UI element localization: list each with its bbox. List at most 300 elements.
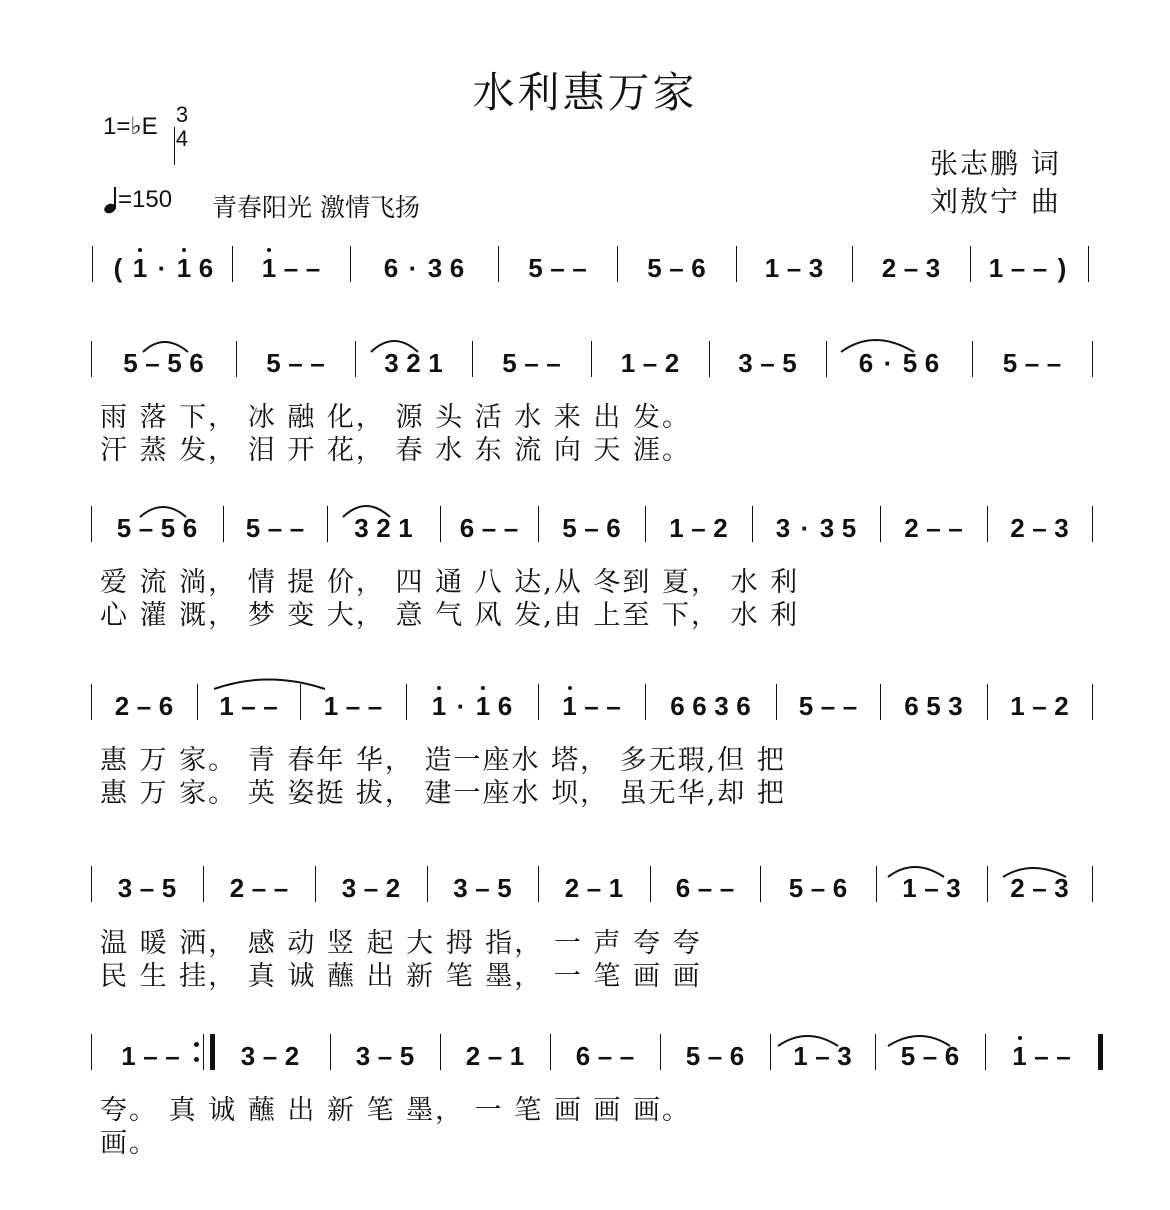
note: 5 xyxy=(900,1041,916,1071)
extension-dash: – xyxy=(903,253,919,283)
measure xyxy=(428,690,516,740)
barline xyxy=(91,684,92,720)
note: 1 xyxy=(472,690,494,740)
measure xyxy=(1009,1040,1075,1090)
note: 1 xyxy=(902,873,917,903)
note: 6 xyxy=(691,253,706,283)
note: 3 xyxy=(819,513,835,543)
measure xyxy=(761,252,827,302)
note: 5 xyxy=(245,513,261,543)
note: 2 xyxy=(465,1041,481,1071)
repeat-dots xyxy=(194,1042,199,1062)
lyric-line: 心 灌 溉， 梦 变 大， 意 气 风 发,由 上至 下， 水 利 xyxy=(100,600,800,631)
composer-credit: 刘敖宁 曲 xyxy=(930,185,1061,218)
dot: · xyxy=(157,253,167,283)
extension-dash: – xyxy=(606,691,621,721)
barline xyxy=(987,684,988,720)
measure xyxy=(237,1040,303,1090)
extension-dash: – xyxy=(1032,691,1047,721)
extension-dash: – xyxy=(619,1041,635,1071)
measure xyxy=(644,252,710,302)
barline xyxy=(498,246,499,282)
barline xyxy=(300,684,301,720)
barline xyxy=(538,866,539,902)
note: 3 xyxy=(775,513,791,543)
extension-dash: – xyxy=(503,513,519,543)
extension-dash: – xyxy=(241,691,256,721)
measure xyxy=(462,1040,528,1090)
note: 6 xyxy=(606,513,621,543)
extension-dash: – xyxy=(815,1041,830,1071)
extension-dash: – xyxy=(262,1041,278,1071)
measure xyxy=(525,252,591,302)
note: 5 xyxy=(116,513,132,543)
barline xyxy=(650,866,651,902)
barline xyxy=(852,246,853,282)
lyric-line: 爱 流 淌， 情 提 价， 四 通 八 达,从 冬到 夏， 水 利 xyxy=(100,567,800,598)
extension-dash: – xyxy=(289,513,305,543)
extension-dash: – xyxy=(165,1041,180,1071)
measure xyxy=(682,1040,748,1090)
note: 6 xyxy=(736,691,751,721)
barline xyxy=(327,506,328,542)
barline xyxy=(1098,1034,1103,1070)
barline xyxy=(880,506,881,542)
time-signature xyxy=(172,103,192,151)
measure xyxy=(242,512,308,562)
note: 3 xyxy=(355,1041,371,1071)
measure xyxy=(899,872,965,922)
note: 2 xyxy=(881,253,897,283)
note: 6 xyxy=(924,348,940,378)
barline xyxy=(1092,341,1093,377)
measure xyxy=(351,512,417,562)
note: 1 xyxy=(559,690,581,740)
extension-dash: – xyxy=(345,691,361,721)
key-signature: 1=♭E xyxy=(103,113,158,140)
barline xyxy=(92,246,93,282)
note: 6 xyxy=(670,691,685,721)
barline xyxy=(427,866,428,902)
note: 1 xyxy=(509,1041,525,1071)
extension-dash: – xyxy=(288,348,303,378)
note: 2 xyxy=(564,873,580,903)
measure xyxy=(107,252,217,302)
dot: · xyxy=(408,253,418,283)
note: 3 xyxy=(948,691,963,721)
barline xyxy=(1088,246,1089,282)
extension-dash: – xyxy=(691,513,706,543)
measure xyxy=(114,872,180,922)
note: 5 xyxy=(562,513,577,543)
barline xyxy=(91,1034,92,1070)
note: 5 xyxy=(798,691,814,721)
note: 5 xyxy=(788,873,804,903)
barline xyxy=(987,866,988,902)
extension-dash: – xyxy=(139,873,155,903)
note: 1 xyxy=(129,252,151,302)
barline xyxy=(736,246,737,282)
note: 2 xyxy=(229,873,245,903)
measure xyxy=(666,512,732,562)
quarter-note-icon xyxy=(104,187,118,213)
barline xyxy=(197,684,198,720)
note: 6 xyxy=(692,691,707,721)
extension-dash: – xyxy=(550,253,565,283)
barline xyxy=(760,866,761,902)
note: 5 xyxy=(528,253,543,283)
measure xyxy=(897,1040,963,1090)
barline xyxy=(591,341,592,377)
note: 3 xyxy=(714,691,729,721)
measure xyxy=(226,872,292,922)
measure xyxy=(120,347,208,397)
barline xyxy=(770,1034,771,1070)
measure xyxy=(985,252,1073,302)
note: 5 xyxy=(926,691,941,721)
lyricist-credit: 张志鹏 词 xyxy=(930,147,1061,180)
note: 3 xyxy=(808,253,824,283)
note: 1 xyxy=(219,691,234,721)
note: 3 xyxy=(354,513,369,543)
barline xyxy=(880,684,881,720)
song-title: 水利惠万家 xyxy=(472,68,698,117)
extension-dash: – xyxy=(669,253,684,283)
extension-dash: – xyxy=(145,348,160,378)
note: 3 xyxy=(738,348,753,378)
extension-dash: – xyxy=(707,1041,723,1071)
barline xyxy=(236,341,237,377)
extension-dash: – xyxy=(487,1041,503,1071)
note: 1 xyxy=(988,253,1004,283)
barline-repeat xyxy=(203,1034,204,1070)
note: 3 xyxy=(946,873,961,903)
extension-dash: – xyxy=(597,1041,613,1071)
extension-dash: – xyxy=(810,873,826,903)
note: 5 xyxy=(160,513,176,543)
note: 2 xyxy=(664,348,680,378)
extension-dash: – xyxy=(642,348,658,378)
measure xyxy=(352,1040,418,1090)
barline xyxy=(645,506,646,542)
extension-dash: – xyxy=(283,253,299,283)
note: 2 xyxy=(376,513,391,543)
measure xyxy=(772,512,860,562)
note: 6 xyxy=(904,691,919,721)
measure xyxy=(672,872,738,922)
measure xyxy=(263,347,329,397)
barline xyxy=(91,866,92,902)
note: 3 xyxy=(117,873,133,903)
lyric-line: 雨 落 下， 冰 融 化， 源 头 活 水 来 出 发。 xyxy=(100,402,691,433)
measure xyxy=(999,347,1065,397)
note: 1 xyxy=(323,691,339,721)
note: 1 xyxy=(608,873,624,903)
extension-dash: – xyxy=(1056,1041,1071,1071)
measure xyxy=(790,1040,856,1090)
extension-dash: – xyxy=(546,348,561,378)
barline xyxy=(91,341,92,377)
measure xyxy=(499,347,565,397)
measure xyxy=(450,872,516,922)
barline xyxy=(876,866,877,902)
note: 6 xyxy=(832,873,848,903)
barline xyxy=(440,1034,441,1070)
extension-dash: – xyxy=(481,513,497,543)
note: 2 xyxy=(1010,873,1025,903)
note: 1 xyxy=(764,253,780,283)
note: 6 xyxy=(675,873,691,903)
measure xyxy=(1007,512,1073,562)
barline xyxy=(617,246,618,282)
extension-dash: – xyxy=(820,691,836,721)
note: 6 xyxy=(182,513,198,543)
note: 5 xyxy=(782,348,797,378)
barline xyxy=(203,866,204,902)
note: 5 xyxy=(647,253,662,283)
measure xyxy=(1007,690,1073,740)
lyric-line: 温 暖 洒， 感 动 竖 起 大 拇 指， 一 声 夸 夸 xyxy=(100,928,702,959)
extension-dash: – xyxy=(1024,348,1040,378)
barline xyxy=(223,506,224,542)
note: 1 xyxy=(1010,691,1025,721)
note: 6 xyxy=(729,1041,745,1071)
time-signature-bottom: 4 xyxy=(175,126,189,151)
note: 5 xyxy=(502,348,517,378)
barline xyxy=(550,1034,551,1070)
barline xyxy=(645,684,646,720)
extension-dash: – xyxy=(310,348,325,378)
note: 3 xyxy=(240,1041,256,1071)
measure xyxy=(735,347,801,397)
lyric-line: 民 生 挂， 真 诚 蘸 出 新 笔 墨， 一 笔 画 画 xyxy=(100,961,702,992)
barline xyxy=(440,506,441,542)
note: 3 xyxy=(384,348,399,378)
extension-dash: – xyxy=(143,1041,158,1071)
measure xyxy=(855,347,943,397)
barline xyxy=(972,341,973,377)
note: 3 xyxy=(427,253,443,283)
barline xyxy=(315,866,316,902)
extension-dash: – xyxy=(367,691,383,721)
lyric-line: 惠 万 家。 英 姿挺 拔， 建一座水 坝， 虽无华,却 把 xyxy=(100,778,786,809)
note: 6 xyxy=(158,691,174,721)
extension-dash: – xyxy=(926,513,941,543)
measure xyxy=(320,690,386,740)
note: 2 xyxy=(114,691,130,721)
extension-dash: – xyxy=(263,691,278,721)
dot: · xyxy=(800,513,810,543)
barline xyxy=(232,246,233,282)
extension-dash: – xyxy=(697,873,713,903)
measure xyxy=(258,252,324,302)
extension-dash: – xyxy=(584,691,599,721)
barline xyxy=(875,1034,876,1070)
measure xyxy=(878,252,944,302)
barline xyxy=(826,341,827,377)
note: 5 xyxy=(161,873,177,903)
measure xyxy=(118,1040,184,1090)
extension-dash: – xyxy=(842,691,858,721)
extension-dash: – xyxy=(760,348,775,378)
extension-dash: – xyxy=(586,873,602,903)
measure xyxy=(572,1040,638,1090)
measure xyxy=(795,690,861,740)
note: 3 xyxy=(453,873,468,903)
extension-dash: – xyxy=(1032,873,1047,903)
measure xyxy=(901,690,967,740)
measure xyxy=(901,512,967,562)
barline xyxy=(91,506,92,542)
note: 3 xyxy=(341,873,357,903)
extension-dash: – xyxy=(305,253,321,283)
note: 6 xyxy=(575,1041,591,1071)
time-signature-top: 3 xyxy=(175,102,189,127)
note: 5 xyxy=(1002,348,1018,378)
barline xyxy=(355,341,356,377)
note: 6 xyxy=(383,253,399,283)
barline xyxy=(660,1034,661,1070)
measure xyxy=(380,252,468,302)
note: 2 xyxy=(385,873,401,903)
dot: · xyxy=(456,691,466,721)
note: 2 xyxy=(713,513,728,543)
expression-marking: 青春阳光 激情飞扬 xyxy=(212,193,420,222)
note: 5 xyxy=(902,348,918,378)
extension-dash: – xyxy=(584,513,599,543)
extension-dash: – xyxy=(1032,513,1047,543)
barline xyxy=(1092,684,1093,720)
note: 1 xyxy=(1009,1040,1031,1090)
extension-dash: – xyxy=(251,873,267,903)
note: 1 xyxy=(121,1041,136,1071)
barline xyxy=(472,341,473,377)
extension-dash: – xyxy=(136,691,152,721)
extension-dash: – xyxy=(924,873,939,903)
note: 1 xyxy=(398,513,413,543)
note: 5 xyxy=(167,348,182,378)
extension-dash: – xyxy=(1046,348,1062,378)
note: 2 xyxy=(1010,513,1025,543)
extension-dash: – xyxy=(1034,1041,1049,1071)
note: 5 xyxy=(123,348,138,378)
barline xyxy=(1092,506,1093,542)
lyric-line: 画。 xyxy=(100,1128,158,1159)
barline xyxy=(987,506,988,542)
note: 6 xyxy=(858,348,874,378)
extension-dash: – xyxy=(273,873,289,903)
extension-dash: – xyxy=(1032,253,1048,283)
barline xyxy=(538,684,539,720)
note: 1 xyxy=(173,252,195,302)
note: 5 xyxy=(266,348,281,378)
measure xyxy=(561,872,627,922)
extension-dash: – xyxy=(948,513,963,543)
note: 6 xyxy=(944,1041,960,1071)
extension-dash: – xyxy=(377,1041,393,1071)
note: 1 xyxy=(428,348,443,378)
extension-dash: – xyxy=(475,873,490,903)
lyric-line: 夸。 真 诚 蘸 出 新 笔 墨， 一 笔 画 画 画。 xyxy=(100,1095,691,1126)
barline xyxy=(406,684,407,720)
note: 3 xyxy=(837,1041,852,1071)
measure xyxy=(667,690,755,740)
barline xyxy=(776,684,777,720)
extension-dash: – xyxy=(524,348,539,378)
lyric-line: 汗 蒸 发， 泪 开 花， 春 水 东 流 向 天 涯。 xyxy=(100,435,691,466)
note: 2 xyxy=(1054,691,1069,721)
note: 2 xyxy=(284,1041,300,1071)
barline xyxy=(330,1034,331,1070)
note: 6 xyxy=(189,348,204,378)
note: 3 xyxy=(1054,513,1069,543)
measure xyxy=(456,512,522,562)
note: 6 xyxy=(449,253,465,283)
note: 1 xyxy=(793,1041,808,1071)
note: 1 xyxy=(258,252,280,302)
extension-dash: – xyxy=(267,513,283,543)
measure xyxy=(111,690,177,740)
measure xyxy=(216,690,282,740)
note: 3 xyxy=(925,253,941,283)
tempo-marking xyxy=(104,186,172,214)
extension-dash: – xyxy=(719,873,735,903)
extension-dash: – xyxy=(1010,253,1026,283)
note: 5 xyxy=(399,1041,415,1071)
note: 1 xyxy=(620,348,636,378)
extension-dash: – xyxy=(363,873,379,903)
extension-dash: – xyxy=(572,253,587,283)
note: ( xyxy=(113,253,123,283)
note: 3 xyxy=(1054,873,1069,903)
barline xyxy=(970,246,971,282)
note: 1 xyxy=(669,513,684,543)
note: 5 xyxy=(841,513,857,543)
dot: · xyxy=(883,348,893,378)
barline xyxy=(1092,866,1093,902)
extension-dash: – xyxy=(922,1041,938,1071)
barline xyxy=(752,506,753,542)
barline xyxy=(709,341,710,377)
measure xyxy=(1007,872,1073,922)
measure xyxy=(113,512,201,562)
note: 6 xyxy=(497,691,513,721)
extension-dash: – xyxy=(786,253,802,283)
barline xyxy=(985,1034,986,1070)
barline xyxy=(210,1034,215,1070)
tempo-value: =150 xyxy=(118,186,173,213)
measure xyxy=(381,347,447,397)
note: 6 xyxy=(198,253,214,283)
note: ) xyxy=(1057,253,1067,283)
slur xyxy=(214,680,325,690)
measure xyxy=(559,512,625,562)
note: 6 xyxy=(459,513,475,543)
lyric-line: 惠 万 家。 青 春年 华， 造一座水 塔， 多无瑕,但 把 xyxy=(100,745,786,776)
measure xyxy=(785,872,851,922)
measure xyxy=(617,347,683,397)
note: 2 xyxy=(904,513,919,543)
note: 1 xyxy=(428,690,450,740)
note: 2 xyxy=(406,348,421,378)
barline xyxy=(538,506,539,542)
barline xyxy=(350,246,351,282)
extension-dash: – xyxy=(138,513,154,543)
measure xyxy=(559,690,625,740)
measure xyxy=(338,872,404,922)
note: 5 xyxy=(685,1041,701,1071)
note: 5 xyxy=(497,873,512,903)
